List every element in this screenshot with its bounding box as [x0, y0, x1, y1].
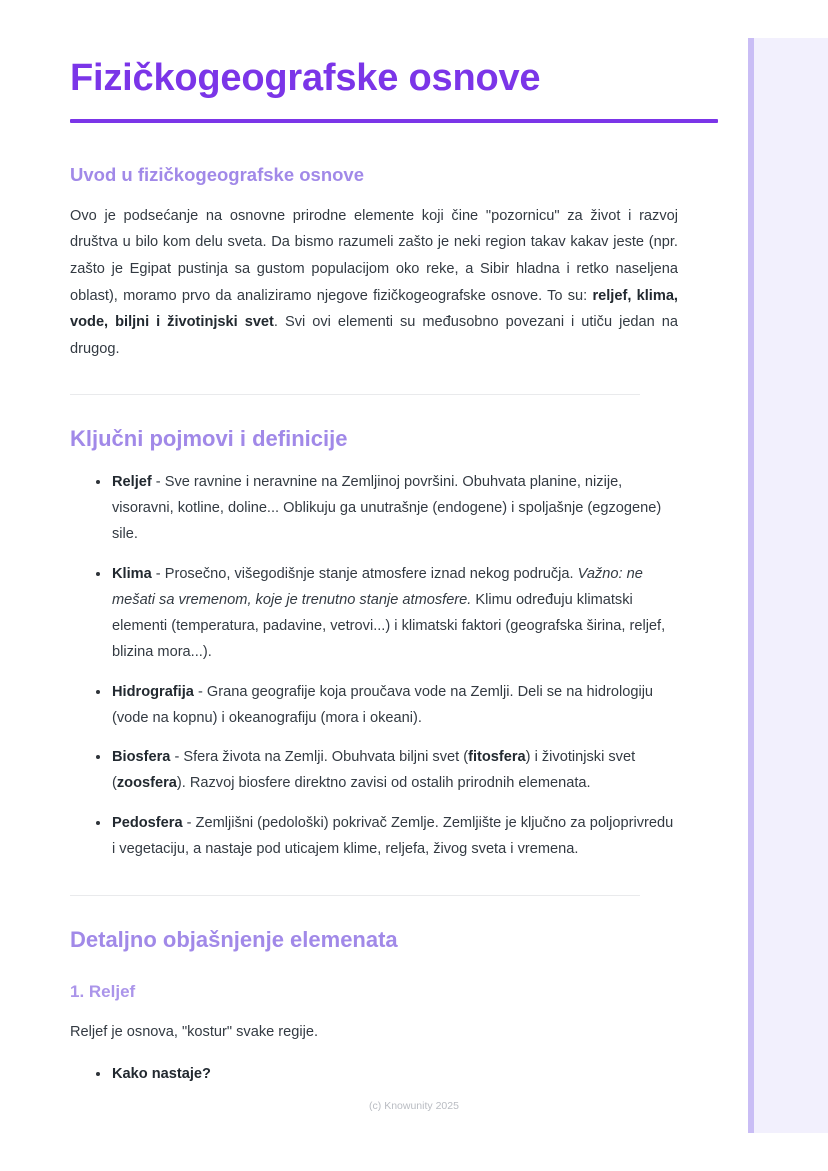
term-label: Klima [112, 565, 152, 582]
term-inline-bold-zoosfera: zoosfera [116, 775, 177, 792]
section-heading-uvod: Uvod u fizičkogeografske osnove [70, 163, 365, 185]
divider-2 [70, 895, 640, 896]
intro-text-part1: Ovo je podsećanje na osnovne prirodne elemente koji čine "pozornicu" za život i razvoj društva u bilo kom delu sveta. Da bismo razumeli zašto je neki region takav kakav jeste (npr. zašto je Egipat pustinja sa gustom populacijom oko reke, a Sibir hladna i retko naseljena oblast), moramo prvo da analiziramo njegove fizičkogeografske osnove. To su: [70, 207, 678, 304]
right-page-band-edge[interactable] [748, 38, 754, 1133]
list-item [96, 562, 678, 666]
list-item [96, 1062, 678, 1088]
list-item [96, 470, 678, 548]
intro-text-bold: reljef, klima, vode, biljni i životinjski svet [70, 287, 678, 331]
term-description-cont: ) i životinjski svet ( [112, 749, 636, 792]
reljef-list [70, 1062, 678, 1088]
term-description: - Prosečno, višegodišnje stanje atmosfere iznad nekog područja. [151, 565, 578, 582]
section-heading-kljucni-pojmovi: Ključni pojmovi i definicije [70, 426, 348, 452]
term-inline-bold-fitosfera: fitosfera [468, 749, 526, 766]
key-terms-list [70, 470, 678, 864]
term-description-end: ). Razvoj biosfere direktno zavisi od ostalih prirodnih elemenata. [176, 775, 591, 792]
page-footer: (c) Knowunity 2025 [369, 1100, 459, 1112]
reljef-paragraph: Reljef je osnova, "kostur" svake regije. [70, 1024, 319, 1041]
term-description: - Grana geografije koja proučava vode na Zemlji. Deli se na hidrologiju (vode na kopnu) i okeanografiju (mora i okeani). [112, 683, 654, 726]
reljef-question-label: Kako nastaje? [112, 1065, 211, 1082]
page-title: Fizičkogeografske osnove [70, 57, 541, 99]
right-page-band [748, 38, 828, 1133]
term-description: - Sve ravnine i neravnine na Zemljinoj površini. Obuhvata planine, nizije, visoravni, kotline, doline... Oblikuju ga unutrašnje (endogene) i spoljašnje (egzogene) sile. [112, 473, 662, 542]
term-note-italic: Važno: ne mešati sa vremenom, koje je trenutno stanje atmosfere. [112, 565, 643, 608]
term-label: Biosfera [112, 749, 171, 766]
term-label: Reljef [112, 473, 152, 490]
section-heading-detaljno-objasnjenje: Detaljno objašnjenje elemenata [70, 927, 398, 953]
term-description: - Zemljišni (pedološki) pokrivač Zemlje. Zemljište je ključno za poljoprivredu i vegetaciju, a nastaje pod uticajem klime, reljefa, živog sveta i vremena. [112, 815, 674, 858]
intro-text-part2: . Svi ovi elementi su međusobno povezani i utiču jedan na drugog. [70, 314, 678, 357]
intro-paragraph [70, 203, 678, 362]
list-item [96, 745, 678, 797]
term-label: Hidrografija [112, 683, 194, 700]
list-item [96, 680, 678, 732]
subsection-heading-reljef: 1. Reljef [70, 981, 136, 1001]
divider-1 [70, 394, 640, 395]
title-underline-rule [70, 119, 718, 123]
term-label: Pedosfera [112, 815, 183, 832]
term-description: - Sfera života na Zemlji. Obuhvata biljni svet ( [170, 749, 469, 766]
list-item [96, 811, 678, 863]
term-description-cont: Klimu određuju klimatski elementi (temperatura, padavine, vetrovi...) i klimatski faktori (geografska širina, reljef, blizina mora...). [112, 591, 666, 660]
